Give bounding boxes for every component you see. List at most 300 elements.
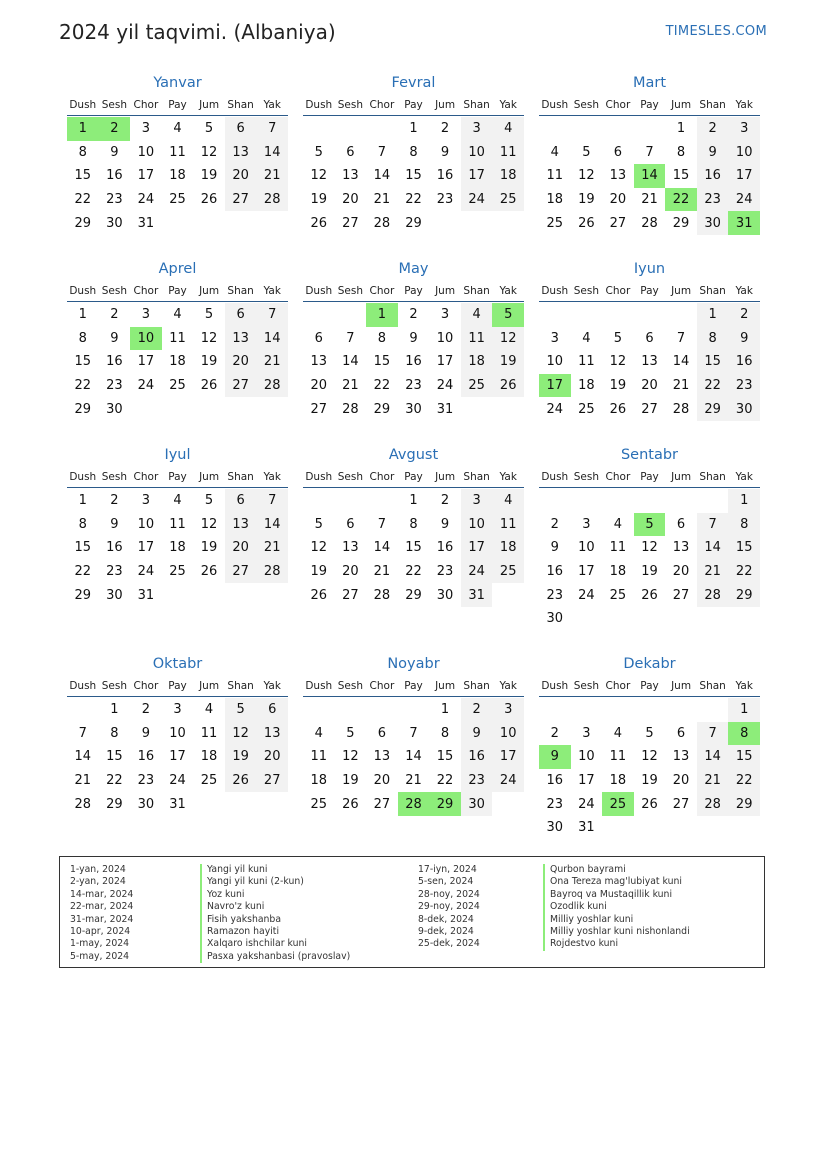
weekday-header (67, 467, 288, 488)
weekday-label: Sesh (337, 471, 363, 483)
weekday-label: Yak (263, 99, 281, 111)
day-cell: 5 (314, 516, 323, 532)
weekday-label: Dush (305, 99, 333, 111)
weekday-label: Shan (227, 285, 254, 297)
day-cell: 14 (405, 749, 422, 765)
day-cell: 28 (256, 560, 288, 584)
month-name: Dekabr (623, 656, 676, 672)
weekday-header (303, 467, 524, 488)
holiday-day-cell: 1 (366, 303, 398, 327)
day-cell: 30 (461, 792, 493, 816)
day-cell: 5 (645, 725, 654, 741)
day-cell: 27 (609, 215, 627, 231)
day-cell: 26 (641, 587, 658, 603)
weekday-label: Dush (69, 99, 97, 111)
day-cell: 11 (310, 749, 328, 765)
day-cell: 23 (106, 378, 123, 394)
day-cell: 16 (461, 745, 493, 769)
day-cell: 14 (256, 141, 288, 165)
day-cell: 17 (461, 536, 493, 560)
day-cell: 28 (256, 188, 288, 212)
empty-cell (193, 211, 225, 235)
day-cell: 8 (78, 516, 87, 532)
day-cell: 22 (74, 378, 92, 394)
day-cell: 22 (728, 769, 760, 793)
weekday-label: Sesh (101, 680, 127, 692)
empty-cell (634, 489, 666, 513)
empty-cell (366, 117, 398, 141)
day-cell: 3 (141, 307, 151, 323)
day-cell: 29 (373, 401, 391, 417)
day-cell: 18 (169, 540, 186, 556)
empty-cell (335, 698, 367, 722)
day-cell: 5 (225, 698, 257, 722)
day-cell: 3 (582, 725, 591, 741)
day-cell: 29 (405, 587, 422, 603)
month-name: Noyabr (387, 656, 440, 672)
day-cell: 13 (225, 513, 257, 537)
weekday-label: Shan (699, 680, 726, 692)
day-cell: 3 (550, 330, 559, 346)
legend-holiday-name: Ozodlik kuni (543, 901, 690, 913)
empty-cell (571, 698, 603, 722)
day-cell: 1 (78, 307, 87, 323)
weekday-label: Chor (369, 285, 395, 297)
day-cell: 20 (373, 773, 391, 789)
day-cell: 28 (672, 401, 690, 417)
day-cell: 11 (492, 513, 524, 537)
empty-cell (335, 303, 367, 327)
day-cell: 16 (728, 350, 760, 374)
month-name: Iyun (633, 261, 666, 277)
day-cell: 1 (728, 489, 760, 513)
day-cell: 10 (546, 354, 564, 370)
day-cell: 2 (440, 121, 450, 137)
day-cell: 17 (436, 354, 454, 370)
day-cell: 17 (728, 164, 760, 188)
month-name: Yanvar (153, 75, 202, 91)
day-cell: 14 (697, 745, 729, 769)
weekday-label: Chor (133, 680, 159, 692)
month-block (539, 259, 760, 421)
month-name: Avgust (388, 447, 439, 463)
day-cell: 2 (550, 725, 559, 741)
day-cell: 3 (461, 117, 493, 141)
holiday-day-cell: 28 (398, 792, 430, 816)
day-cell: 9 (697, 141, 729, 165)
holiday-day-cell: 5 (634, 513, 666, 537)
day-cell: 30 (546, 611, 564, 627)
empty-cell (602, 489, 634, 513)
site-link[interactable]: TIMESLES.COM (665, 24, 767, 39)
month-block (303, 654, 524, 816)
day-cell: 2 (110, 307, 119, 323)
weekday-label: Sesh (573, 471, 599, 483)
day-cell: 24 (578, 796, 595, 812)
day-cell: 30 (137, 796, 155, 812)
month-block (303, 259, 524, 421)
legend-date: 9-dek, 2024 (418, 926, 474, 938)
day-cell: 16 (546, 564, 564, 580)
day-cell: 22 (373, 378, 391, 394)
weekday-label: Sesh (101, 285, 127, 297)
day-cell: 20 (672, 773, 690, 789)
empty-cell (225, 211, 257, 235)
day-cell: 27 (225, 560, 257, 584)
day-cell: 24 (436, 378, 454, 394)
day-cell: 22 (405, 192, 422, 208)
empty-cell (602, 816, 634, 840)
holiday-day-cell: 5 (492, 303, 524, 327)
day-cell: 2 (440, 493, 450, 509)
day-cell: 22 (436, 773, 454, 789)
day-cell: 18 (200, 749, 218, 765)
day-cell: 13 (373, 749, 391, 765)
weekday-label: Jum (671, 285, 692, 297)
day-cell: 11 (609, 540, 627, 556)
days-grid (303, 117, 524, 235)
day-cell: 4 (582, 330, 591, 346)
empty-cell (256, 583, 288, 607)
day-cell: 2 (110, 493, 119, 509)
day-cell: 26 (310, 587, 328, 603)
weekday-label: Shan (463, 99, 490, 111)
day-cell: 18 (609, 773, 627, 789)
day-cell: 2 (550, 516, 559, 532)
empty-cell (366, 489, 398, 513)
legend-holiday-name: Rojdestvo kuni (543, 938, 690, 950)
days-grid (539, 489, 760, 631)
day-cell: 16 (106, 354, 123, 370)
empty-cell (539, 117, 571, 141)
day-cell: 22 (728, 560, 760, 584)
day-cell: 18 (169, 168, 186, 184)
day-cell: 27 (310, 401, 328, 417)
day-cell: 10 (137, 516, 155, 532)
day-cell: 17 (461, 164, 493, 188)
day-cell: 10 (578, 540, 595, 556)
empty-cell (303, 303, 335, 327)
weekday-label: Pay (168, 285, 187, 297)
day-cell: 7 (377, 144, 387, 160)
day-cell: 13 (672, 749, 690, 765)
day-cell: 21 (342, 378, 359, 394)
days-grid (539, 698, 760, 840)
day-cell: 4 (314, 725, 323, 741)
weekday-label: Dush (305, 471, 333, 483)
empty-cell (67, 698, 99, 722)
day-cell: 21 (256, 536, 288, 560)
empty-cell (634, 117, 666, 141)
weekday-label: Dush (541, 680, 569, 692)
weekday-header (303, 281, 524, 302)
day-cell: 1 (110, 702, 119, 718)
day-cell: 24 (492, 769, 524, 793)
day-cell: 16 (697, 164, 729, 188)
day-cell: 7 (256, 489, 288, 513)
day-cell: 19 (225, 745, 257, 769)
empty-cell (634, 303, 666, 327)
day-cell: 6 (613, 144, 623, 160)
weekday-header (67, 281, 288, 302)
day-cell: 8 (377, 330, 387, 346)
day-cell: 23 (106, 192, 123, 208)
weekday-label: Yak (735, 99, 753, 111)
day-cell: 19 (310, 192, 328, 208)
day-cell: 20 (225, 164, 257, 188)
day-cell: 17 (492, 745, 524, 769)
weekday-label: Yak (499, 680, 517, 692)
day-cell: 5 (204, 493, 214, 509)
day-cell: 3 (728, 117, 760, 141)
day-cell: 8 (728, 513, 760, 537)
day-cell: 4 (492, 489, 524, 513)
day-cell: 14 (373, 168, 391, 184)
day-cell: 21 (697, 769, 729, 793)
day-cell: 25 (169, 192, 186, 208)
day-cell: 20 (256, 745, 288, 769)
weekday-label: Sesh (573, 680, 599, 692)
weekday-label: Sesh (101, 471, 127, 483)
day-cell: 20 (672, 564, 690, 580)
day-cell: 16 (137, 749, 155, 765)
day-cell: 14 (373, 540, 391, 556)
legend-date: 22-mar, 2024 (70, 901, 134, 913)
day-cell: 19 (641, 773, 658, 789)
empty-cell (335, 117, 367, 141)
day-cell: 31 (169, 796, 186, 812)
day-cell: 25 (310, 796, 328, 812)
holiday-day-cell: 22 (665, 188, 697, 212)
day-cell: 15 (74, 168, 92, 184)
holiday-day-cell: 17 (539, 374, 571, 398)
legend-holiday-name: Milliy yoshlar kuni (543, 914, 690, 926)
legend-date: 28-noy, 2024 (418, 888, 480, 900)
days-grid (539, 303, 760, 421)
weekday-header (539, 95, 760, 116)
day-cell: 19 (200, 540, 218, 556)
day-cell: 26 (609, 401, 627, 417)
day-cell: 30 (436, 587, 454, 603)
weekday-label: Chor (369, 99, 395, 111)
legend-holiday-name: Xalqaro ishchilar kuni (200, 938, 350, 950)
day-cell: 18 (461, 350, 493, 374)
day-cell: 14 (74, 749, 92, 765)
holiday-day-cell: 10 (130, 327, 162, 351)
day-cell: 17 (169, 749, 186, 765)
empty-cell (193, 397, 225, 421)
day-cell: 1 (728, 698, 760, 722)
day-cell: 25 (546, 215, 564, 231)
day-cell: 6 (314, 330, 323, 346)
day-cell: 23 (137, 773, 155, 789)
day-cell: 28 (342, 401, 359, 417)
day-cell: 28 (373, 587, 391, 603)
empty-cell (492, 211, 524, 235)
day-cell: 21 (697, 560, 729, 584)
day-cell: 3 (582, 516, 591, 532)
legend-names-left (200, 864, 350, 963)
day-cell: 28 (697, 792, 729, 816)
page-title: 2024 yil taqvimi. (Albaniya) (59, 20, 336, 44)
day-cell: 6 (225, 303, 257, 327)
empty-cell (193, 792, 225, 816)
weekday-header (67, 676, 288, 697)
weekday-label: Yak (263, 285, 281, 297)
day-cell: 29 (74, 215, 92, 231)
day-cell: 9 (550, 540, 559, 556)
legend-dates-right (418, 864, 480, 951)
day-cell: 11 (609, 749, 627, 765)
day-cell: 8 (440, 725, 450, 741)
day-cell: 19 (609, 378, 627, 394)
empty-cell (602, 698, 634, 722)
empty-cell (634, 607, 666, 631)
day-cell: 12 (609, 354, 627, 370)
weekday-header (303, 676, 524, 697)
day-cell: 5 (204, 121, 214, 137)
month-block (67, 73, 288, 235)
weekday-label: Shan (463, 680, 490, 692)
day-cell: 29 (728, 792, 760, 816)
day-cell: 13 (310, 354, 328, 370)
days-grid (67, 303, 288, 421)
day-cell: 20 (342, 192, 359, 208)
weekday-header (539, 676, 760, 697)
weekday-label: Chor (605, 471, 631, 483)
day-cell: 23 (697, 188, 729, 212)
day-cell: 27 (256, 769, 288, 793)
day-cell: 15 (436, 749, 454, 765)
day-cell: 27 (672, 587, 690, 603)
month-name: Sentabr (620, 447, 679, 463)
month-block (303, 73, 524, 235)
day-cell: 18 (492, 164, 524, 188)
day-cell: 3 (461, 489, 493, 513)
month-block (67, 445, 288, 607)
day-cell: 29 (74, 401, 92, 417)
weekday-label: Jum (435, 680, 456, 692)
empty-cell (303, 698, 335, 722)
month-block (67, 259, 288, 421)
empty-cell (571, 607, 603, 631)
day-cell: 9 (110, 330, 119, 346)
day-cell: 15 (74, 540, 92, 556)
weekday-label: Chor (605, 680, 631, 692)
day-cell: 26 (310, 215, 328, 231)
empty-cell (461, 397, 493, 421)
day-cell: 26 (200, 378, 218, 394)
day-cell: 27 (672, 796, 690, 812)
day-cell: 5 (582, 144, 591, 160)
day-cell: 14 (342, 354, 359, 370)
day-cell: 1 (676, 121, 686, 137)
day-cell: 19 (578, 192, 595, 208)
day-cell: 10 (461, 141, 493, 165)
day-cell: 10 (461, 513, 493, 537)
weekday-label: Shan (227, 99, 254, 111)
day-cell: 12 (225, 722, 257, 746)
day-cell: 7 (78, 725, 87, 741)
day-cell: 11 (461, 327, 493, 351)
day-cell: 25 (169, 378, 186, 394)
day-cell: 17 (578, 773, 595, 789)
day-cell: 2 (461, 698, 493, 722)
days-grid (303, 303, 524, 421)
month-block (303, 445, 524, 607)
day-cell: 21 (672, 378, 690, 394)
weekday-label: Shan (227, 680, 254, 692)
day-cell: 23 (436, 564, 454, 580)
day-cell: 7 (256, 117, 288, 141)
day-cell: 6 (645, 330, 654, 346)
weekday-label: Dush (69, 680, 97, 692)
empty-cell (571, 117, 603, 141)
day-cell: 24 (137, 192, 155, 208)
day-cell: 30 (697, 211, 729, 235)
empty-cell (429, 211, 461, 235)
day-cell: 28 (373, 215, 391, 231)
weekday-label: Sesh (337, 680, 363, 692)
month-name: Iyul (164, 447, 191, 463)
day-cell: 3 (141, 493, 151, 509)
empty-cell (571, 489, 603, 513)
day-cell: 19 (200, 168, 218, 184)
day-cell: 27 (225, 188, 257, 212)
empty-cell (398, 698, 430, 722)
day-cell: 6 (225, 117, 257, 141)
weekday-header (539, 467, 760, 488)
legend-date: 5-may, 2024 (70, 950, 130, 962)
day-cell: 18 (492, 536, 524, 560)
holiday-day-cell: 8 (728, 722, 760, 746)
day-cell: 16 (546, 773, 564, 789)
day-cell: 6 (346, 516, 355, 532)
weekday-label: Jum (435, 471, 456, 483)
day-cell: 15 (74, 354, 92, 370)
weekday-label: Chor (369, 471, 395, 483)
empty-cell (728, 816, 760, 840)
weekday-label: Jum (435, 99, 456, 111)
empty-cell (162, 211, 194, 235)
legend-holiday-name: Fisih yakshanba (200, 914, 350, 926)
empty-cell (602, 303, 634, 327)
day-cell: 7 (697, 513, 729, 537)
empty-cell (665, 698, 697, 722)
day-cell: 28 (74, 796, 92, 812)
empty-cell (539, 698, 571, 722)
day-cell: 25 (578, 401, 595, 417)
day-cell: 4 (173, 493, 182, 509)
day-cell: 28 (256, 374, 288, 398)
empty-cell (665, 816, 697, 840)
day-cell: 4 (204, 702, 214, 718)
empty-cell (728, 607, 760, 631)
day-cell: 11 (546, 168, 564, 184)
day-cell: 22 (74, 564, 92, 580)
day-cell: 3 (440, 307, 450, 323)
day-cell: 8 (409, 516, 418, 532)
empty-cell (162, 397, 194, 421)
empty-cell (492, 583, 524, 607)
day-cell: 10 (728, 141, 760, 165)
month-block (539, 73, 760, 235)
day-cell: 15 (373, 354, 391, 370)
day-cell: 8 (110, 725, 119, 741)
day-cell: 29 (405, 215, 422, 231)
day-cell: 11 (578, 354, 595, 370)
weekday-label: Shan (699, 471, 726, 483)
